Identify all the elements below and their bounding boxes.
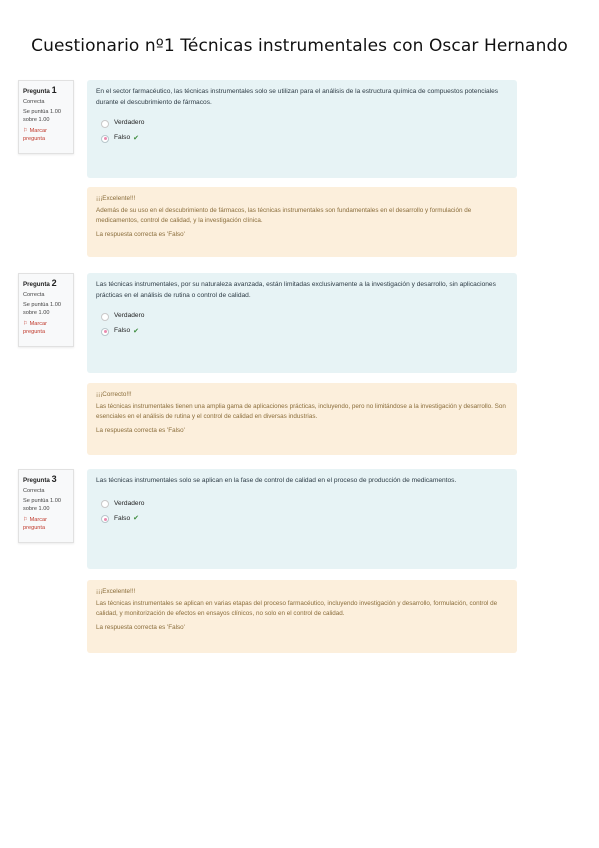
option-falso[interactable]: Falso ✔ bbox=[96, 131, 508, 146]
question-number: Pregunta 3 bbox=[23, 474, 57, 484]
flag-question-link[interactable]: ⚐ Marcar pregunta bbox=[23, 321, 47, 336]
question-state: Correcta bbox=[23, 292, 45, 299]
option-verdadero[interactable]: Verdadero bbox=[96, 309, 508, 324]
question-content-1 bbox=[87, 80, 517, 178]
right-answer: La respuesta correcta es 'Falso' bbox=[96, 427, 185, 435]
check-icon: ✔ bbox=[133, 515, 139, 523]
feedback-text: Además de su uso en el descubrimiento de fármacos, las técnicas instrumentales son fundamentales en el desarrollo y formulación de medicamentos, control de calidad, y la investigación clínica. bbox=[96, 206, 472, 225]
feedback-text: Las técnicas instrumentales tienen una amplia gama de aplicaciones prácticas, incluyendo, pero no limitándose a la investigación y desarrollo. Son esenciales en el análisis de rutina y el control de calidad en diversas industrias. bbox=[96, 402, 506, 421]
answer-options bbox=[96, 497, 508, 527]
option-verdadero[interactable]: Verdadero bbox=[96, 116, 508, 131]
flag-question-link[interactable]: ⚐ Marcar pregunta bbox=[23, 517, 47, 532]
check-icon: ✔ bbox=[133, 328, 139, 335]
flag-icon: ⚐ bbox=[23, 321, 29, 328]
question-content-2 bbox=[87, 273, 517, 373]
question-info-1 bbox=[18, 80, 74, 154]
feedback-box-2 bbox=[87, 383, 517, 455]
radio-button-selected[interactable] bbox=[101, 328, 109, 336]
flag-icon: ⚐ bbox=[23, 128, 29, 135]
question-number: Pregunta 1 bbox=[23, 85, 57, 95]
flag-question-link[interactable]: ⚐ Marcar pregunta bbox=[23, 128, 47, 143]
feedback-title: ¡¡¡Correcto!!! bbox=[96, 391, 132, 398]
question-text: Las técnicas instrumentales solo se aplican en la fase de control de calidad en el proceso de producción de medicamentos. bbox=[96, 477, 457, 484]
feedback-title: ¡¡¡Excelente!!! bbox=[96, 195, 136, 202]
question-grade: Se puntúa 1.00 sobre 1.00 bbox=[23, 302, 61, 317]
option-falso[interactable]: Falso ✔ bbox=[96, 324, 508, 339]
radio-button[interactable] bbox=[101, 120, 109, 128]
option-falso[interactable]: Falso ✔ bbox=[96, 512, 508, 527]
question-state: Correcta bbox=[23, 488, 45, 495]
answer-options bbox=[96, 309, 508, 339]
question-number: Pregunta 2 bbox=[23, 278, 57, 288]
option-verdadero[interactable]: Verdadero bbox=[96, 497, 508, 512]
question-info-2 bbox=[18, 273, 74, 347]
radio-button[interactable] bbox=[101, 313, 109, 321]
question-text: En el sector farmacéutico, las técnicas instrumentales solo se utilizan para el análisis de la estructura química de compuestos potenciales durante el descubrimiento de fármacos. bbox=[96, 88, 499, 106]
check-icon: ✔ bbox=[133, 135, 139, 142]
question-content-3 bbox=[87, 469, 517, 569]
feedback-title: ¡¡¡Excelente!!! bbox=[96, 588, 136, 595]
right-answer: La respuesta correcta es 'Falso' bbox=[96, 624, 185, 632]
question-grade: Se puntúa 1.00 sobre 1.00 bbox=[23, 498, 61, 513]
question-state: Correcta bbox=[23, 99, 45, 106]
flag-icon: ⚐ bbox=[23, 517, 29, 524]
radio-button[interactable] bbox=[101, 500, 109, 508]
radio-button-selected[interactable] bbox=[101, 515, 109, 523]
answer-options bbox=[96, 116, 508, 146]
feedback-text: Las técnicas instrumentales se aplican en varias etapas del proceso farmacéutico, incluyendo investigación y desarrollo, formulación, control de calidad, y monitorización de efectos en ensayos clínicos, no solo en el control de calidad. bbox=[96, 599, 498, 618]
question-text: Las técnicas instrumentales, por su naturaleza avanzada, están limitadas exclusivamente a la investigación y desarrollo, sin aplicaciones prácticas en el análisis de rutina o control de calidad. bbox=[96, 281, 496, 299]
feedback-box-3 bbox=[87, 580, 517, 653]
right-answer: La respuesta correcta es 'Falso' bbox=[96, 231, 185, 239]
question-info-3 bbox=[18, 469, 74, 543]
page-title: Cuestionario nº1 Técnicas instrumentales con Oscar Hernando bbox=[31, 36, 568, 56]
feedback-box-1 bbox=[87, 187, 517, 257]
radio-button-selected[interactable] bbox=[101, 135, 109, 143]
question-grade: Se puntúa 1.00 sobre 1.00 bbox=[23, 109, 61, 124]
